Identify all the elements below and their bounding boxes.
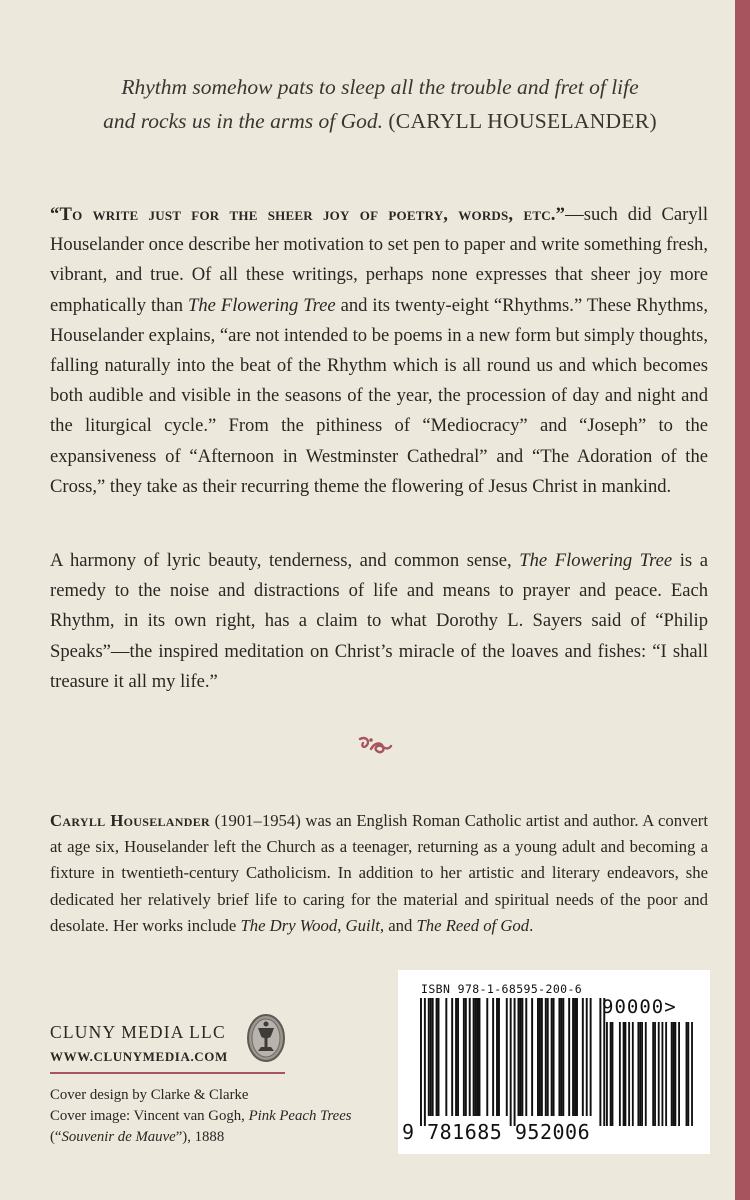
bio-separator: , xyxy=(337,915,346,935)
cover-image-prefix: Cover image: Vincent van Gogh, xyxy=(50,1108,249,1124)
cover-design-credit: Cover design by Clarke & Clarke xyxy=(50,1087,249,1103)
barcode-bar xyxy=(477,998,479,1116)
floral-fleuron-icon xyxy=(357,733,393,755)
addon-bar xyxy=(691,1022,693,1126)
addon-bar xyxy=(671,1022,673,1126)
description-lead: “To write just for the sheer joy of poetry, words, etc.” xyxy=(50,204,566,225)
barcode-number: 9 781685 952006 xyxy=(402,1120,591,1144)
addon-bar xyxy=(641,1022,643,1126)
barcode-bar xyxy=(562,998,564,1116)
cover-image-credit xyxy=(50,1106,395,1127)
barcode-bar xyxy=(537,998,539,1116)
barcode-bar xyxy=(486,998,488,1116)
barcode-bar xyxy=(510,998,512,1126)
barcode-bar xyxy=(506,998,508,1116)
barcode-bar xyxy=(492,998,494,1116)
barcode-bar xyxy=(551,998,553,1116)
chalice-seal-icon xyxy=(246,1013,286,1063)
addon-bar xyxy=(658,1022,660,1126)
addon-bar xyxy=(612,1022,614,1126)
isbn-barcode xyxy=(398,970,710,1154)
barcode-bar xyxy=(514,998,516,1126)
bio-text: (1901–1954) was an English Roman Catholic artist and author. A convert at age six, Houselander left the Church as a teenager, returning as a young adult and becoming a fixture in twentieth-century Catholicism. In addition to her artistic and literary endeavors, she dedicated her relatively brief life to caring for the material and spiritual needs of the poor and desolate. Her works include xyxy=(50,811,708,935)
barcode-bar xyxy=(469,998,471,1116)
addon-bar xyxy=(639,1022,641,1126)
barcode-bar xyxy=(539,998,541,1116)
author-bio xyxy=(50,808,708,939)
barcode-bar xyxy=(521,998,523,1116)
addon-bar xyxy=(662,1022,664,1126)
description-p2-part-a: A harmony of lyric beauty, tenderness, and common sense, xyxy=(50,550,520,571)
barcode-bar xyxy=(457,998,459,1116)
addon-bar xyxy=(678,1022,680,1126)
addon-bar xyxy=(606,1022,608,1126)
barcode-bar xyxy=(455,998,457,1116)
addon-bar xyxy=(628,1022,630,1126)
spine-edge xyxy=(735,0,750,1200)
addon-bar xyxy=(673,1022,675,1126)
barcode-bar xyxy=(438,998,440,1116)
addon-bar xyxy=(674,1022,676,1126)
subtitle-close: ”), 1888 xyxy=(175,1129,225,1145)
book-title: The Flowering Tree xyxy=(519,550,673,571)
barcode-bar xyxy=(568,998,570,1116)
barcode-bar xyxy=(451,998,453,1116)
barcode-bar xyxy=(541,998,543,1116)
barcode-bar xyxy=(475,998,477,1116)
barcode-bar xyxy=(558,998,560,1116)
barcode-bar xyxy=(590,998,592,1116)
painting-title: Pink Peach Trees xyxy=(248,1108,352,1124)
addon-bar xyxy=(686,1022,688,1126)
barcode-bar xyxy=(498,998,500,1116)
epigraph-attribution: (CARYLL HOUSELANDER) xyxy=(388,109,657,133)
work-title: Guilt xyxy=(345,915,380,935)
barcode-bar xyxy=(586,998,588,1116)
barcode-bar xyxy=(547,998,549,1116)
cover-image-subtitle xyxy=(50,1127,395,1148)
addon-bar xyxy=(623,1022,625,1126)
barcode-bar xyxy=(430,998,432,1116)
barcode-bar xyxy=(465,998,467,1116)
barcode-bar xyxy=(553,998,555,1116)
barcode-bar xyxy=(496,998,498,1116)
description-p1-part-b: and its twenty-eight “Rhythms.” These Rhythms, Houselander explains, “are not intended to be poems in a new form but simply thoughts, falling naturally into the beat of the Rhythm which is all round us and which becomes both audible and visible in the seasons of the year, the procession of day and night and the liturgical cycle.” From the pithiness of “Mediocracy” and “Joseph” to the expansiveness of “Afternoon in Westminster Cathedral” and “The Adoration of the Cross,” they take as their recurring theme the flowering of Jesus Christ in mankind. xyxy=(50,294,708,497)
barcode-bar xyxy=(582,998,584,1116)
barcode-bar xyxy=(424,998,426,1126)
author-name: Caryll Houselander xyxy=(50,811,210,830)
addon-bar xyxy=(625,1022,627,1126)
addon-bar xyxy=(645,1022,647,1126)
addon-bar xyxy=(687,1022,689,1126)
isbn-label: ISBN 978-1-68595-200-6 xyxy=(421,982,583,996)
addon-bar xyxy=(652,1022,654,1126)
addon-bar xyxy=(610,1022,612,1126)
divider-rule xyxy=(50,1072,285,1074)
barcode-bar xyxy=(519,998,521,1116)
barcode-bar xyxy=(560,998,562,1116)
description-paragraph-2 xyxy=(50,546,708,697)
barcode-bar xyxy=(576,998,578,1116)
barcode-bar xyxy=(463,998,465,1116)
epigraph-line-1: Rhythm somehow pats to sleep all the trouble and fret of life xyxy=(121,75,639,99)
description-p2-part-b: is a remedy to the noise and distractions of life and means to prayer and peace. Each Rhythm, in its own right, has a claim to what Dorothy L. Sayers said of “Philip Speaks”—the inspired meditation on Christ’s miracle of the loaves and fishes: “I shall treasure it all my life.” xyxy=(50,550,709,692)
price-code: 90000> xyxy=(602,996,677,1018)
bio-end: . xyxy=(529,915,534,935)
barcode-bar xyxy=(545,998,547,1116)
addon-bar xyxy=(654,1022,656,1126)
barcode-bar xyxy=(574,998,576,1116)
barcode-bar xyxy=(572,998,574,1116)
addon-bar xyxy=(632,1022,634,1126)
description-p1-part-a: —such did Caryll Houselander once describe her motivation to set pen to paper and write something fresh, vibrant, and true. Of all these writings, perhaps none expresses that sheer joy more emphatically than xyxy=(50,204,708,316)
barcode-bar xyxy=(436,998,438,1116)
epigraph xyxy=(60,70,700,138)
barcode-bar xyxy=(473,998,475,1116)
barcode-bar xyxy=(479,998,481,1116)
cover-credits xyxy=(50,1085,395,1148)
book-title: The Flowering Tree xyxy=(187,294,336,316)
publisher-name: CLUNY MEDIA LLC xyxy=(50,1022,226,1042)
barcode-bar xyxy=(525,998,527,1116)
barcode-bar xyxy=(432,998,434,1116)
work-title: The Reed of God xyxy=(416,915,530,935)
publisher-website: WWW.CLUNYMEDIA.COM xyxy=(50,1049,228,1064)
barcode-bar xyxy=(531,998,533,1116)
addon-bar xyxy=(665,1022,667,1126)
epigraph-line-2: and rocks us in the arms of God. xyxy=(103,109,383,133)
subtitle-open: (“ xyxy=(50,1129,62,1145)
addon-bar xyxy=(619,1022,621,1126)
barcode-bar xyxy=(445,998,447,1116)
addon-bar xyxy=(637,1022,639,1126)
barcode-bar xyxy=(518,998,520,1116)
description-paragraph-1 xyxy=(50,200,708,502)
barcode-bar xyxy=(420,998,422,1126)
painting-subtitle: Souvenir de Mauve xyxy=(61,1129,176,1145)
barcode-bar xyxy=(428,998,430,1116)
work-title: The Dry Wood xyxy=(240,915,338,935)
bio-separator: , and xyxy=(379,915,417,935)
